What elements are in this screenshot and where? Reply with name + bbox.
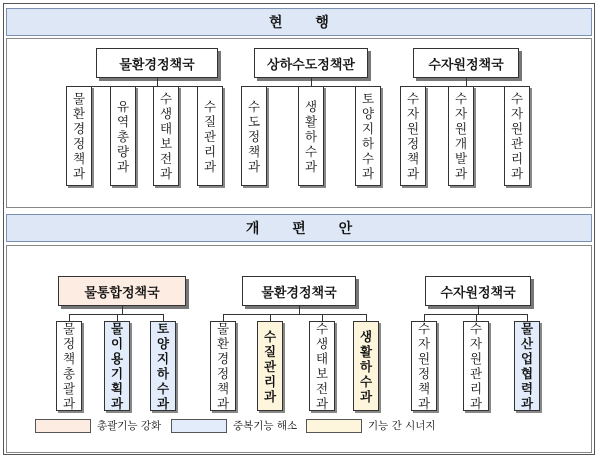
proposed-division-1-2-connector	[322, 314, 323, 321]
current-bureau-1-stem	[311, 78, 312, 86]
proposed-division-2-0-connector	[424, 314, 425, 321]
legend-label-reinforce: 총괄기능 강화	[97, 420, 162, 432]
current-bureau-0-bar	[79, 86, 211, 87]
legend-swatch-reinforce	[35, 419, 91, 433]
proposed-division-1-1: 수 질 관 리 과	[257, 321, 283, 411]
current-division-1-1: 생 활 하 수 과	[298, 86, 324, 186]
proposed-division-2-1: 수 자 원 관 리 과	[463, 321, 489, 411]
legend-swatch-synergy	[306, 419, 362, 433]
current-division-0-1: 유 역 총 량 과	[110, 86, 136, 186]
proposed-division-1-2: 수 생 태 보 전 과	[309, 321, 335, 411]
proposed-division-1-0: 물 환 경 정 책 과	[210, 321, 236, 411]
proposed-bureau-1-bar	[223, 314, 367, 315]
current-division-0-3: 수 질 관 리 과	[197, 86, 223, 186]
current-bureau-1: 상하수도정책관	[254, 48, 368, 78]
proposed-division-0-1-connector	[117, 314, 118, 321]
current-bureau-0-stem	[157, 78, 158, 86]
proposed-division-0-2: 토 양 지 하 수 과	[150, 321, 176, 411]
legend-label-synergy: 기능 간 시너지	[368, 420, 436, 432]
proposed-division-0-0: 물 정 책 총 괄 과	[56, 321, 82, 411]
current-division-0-0: 물 환 경 정 책 과	[66, 86, 92, 186]
legend-label-dedup: 중복기능 해소	[233, 420, 298, 432]
proposed-division-0-0-connector	[69, 314, 70, 321]
current-division-2-1: 수 자 원 개 발 과	[448, 86, 474, 186]
proposed-division-2-0: 수 자 원 정 책 과	[411, 321, 437, 411]
proposed-bureau-0-stem	[122, 306, 123, 314]
proposed-division-0-1: 물 이 용 기 획 과	[104, 321, 130, 411]
current-division-0-2: 수 생 태 보 전 과	[153, 86, 179, 186]
proposed-division-1-3: 생 활 하 수 과	[353, 321, 379, 411]
current-division-2-2: 수 자 원 관 리 과	[504, 86, 530, 186]
current-bureau-0: 물환경정책국	[96, 48, 218, 78]
proposed-division-0-2-connector	[163, 314, 164, 321]
proposed-division-2-2: 물 산 업 협 력 과	[514, 321, 540, 411]
current-division-1-2: 토 양 지 하 수 과	[355, 86, 381, 186]
proposed-bureau-1: 물환경정책국	[242, 276, 356, 306]
proposed-division-2-2-connector	[527, 314, 528, 321]
legend-swatch-dedup	[171, 419, 227, 433]
proposed-bureau-1-stem	[299, 306, 300, 314]
current-bureau-2: 수자원정책국	[413, 48, 519, 78]
current-division-2-0: 수 자 원 정 책 과	[400, 86, 426, 186]
proposed-division-2-1-connector	[476, 314, 477, 321]
proposed-bureau-0: 물통합정책국	[58, 276, 186, 306]
current-division-1-0: 수 도 정 책 과	[241, 86, 267, 186]
proposed-bureau-2: 수자원정책국	[425, 276, 531, 306]
current-bureau-2-stem	[466, 78, 467, 86]
proposed-division-1-1-connector	[270, 314, 271, 321]
proposed-section-header: 개 편 안	[6, 214, 592, 242]
proposed-division-1-0-connector	[223, 314, 224, 321]
proposed-bureau-2-stem	[478, 306, 479, 314]
proposed-division-1-3-connector	[366, 314, 367, 321]
current-section-header: 현 행	[6, 8, 592, 36]
